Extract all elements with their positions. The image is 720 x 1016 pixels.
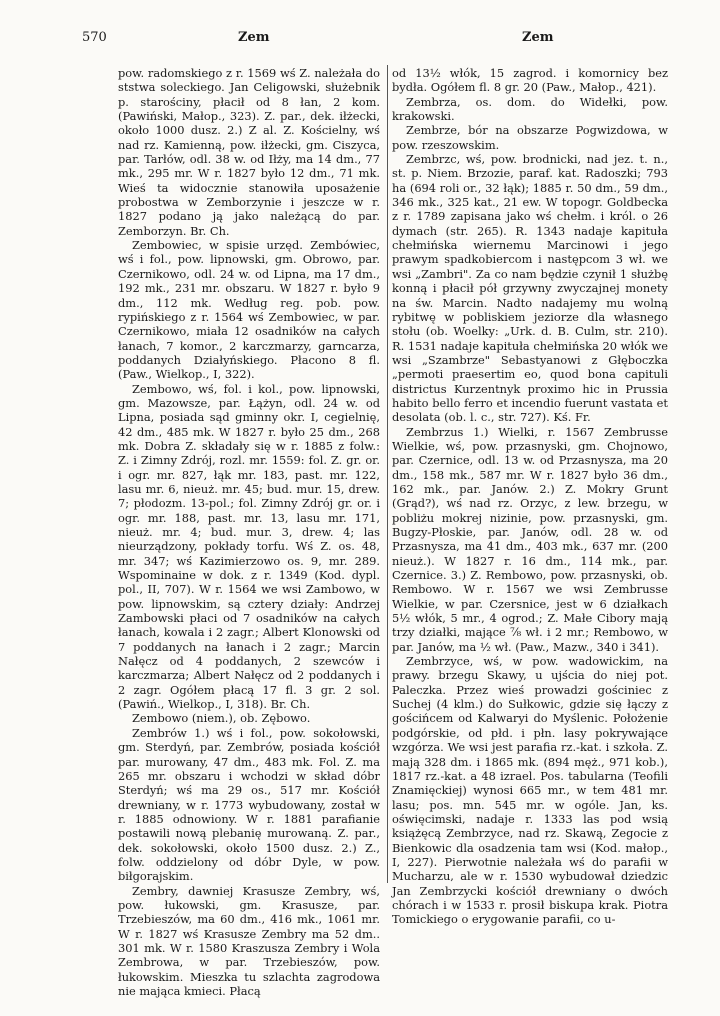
- entry-zembrze-bor: Zembrze, bór na obszarze Pogwizdowa, w pow. rzeszowskim.: [392, 123, 668, 152]
- entry-zembowo-niem: Zembowo (niem.), ob. Zębowo.: [132, 711, 311, 726]
- entry-zembrzyce: Zembrzyce, wś, w pow. wadowickim, na prawy. brzegu Skawy, u ujścia do niej pot. Paleczka. Przez wieś prowadzi gościniec z Suchej (4 klm.) do Sułkowic, gdzie się łączy z gościńcem od Kalwaryi do Myślenic. Położenie podgórskie, od płd. i płn. lasy pokrywające wzgórza. We wsi jest parafia rz.-kat. i szkoła. Z. mają 328 dm. i 1865 mk. (894 męż., 971 kob.), 1817 rz.-kat. a 48 izrael. Pos. tabularna (Teofili Znamięckiej) wynosi 665 mr., w tem 481 mr. lasu; pos. mn. 545 mr. w ogóle. Jan, ks. oświęcimski, nadaje r. 1333 las pod wsią książęcą Zembrzyce, nad rz. Skawą, Zegocie z Bienkowic dla osadzenia tam wsi (Kod. małop., I, 227). Pierwotnie należała wś do parafii w Mucharzu, ale w r. 1530 wybudował dziedzic Jan Zembrzycki kościół drewniany o dwóch chórach i w 1533 r. prosił biskupa krak. Piotra Tomickiego o erygowanie parafii, co u-: [392, 654, 668, 927]
- entry-zembowo: Zembowo, wś, fol. i kol., pow. lipnowski, gm. Mazowsze, par. Łążyn, odl. 24 w. od Lipna, posiada sąd gminny okr. I, cegielnię, 42 dm., 485 mk. W 1827 r. było 25 dm., 268 mk. Dobra Z. składały się w r. 1885 z folw.: Z. i Zimny Zdrój, rozl. mr. 1559: fol. Z. gr. or. i ogr. mr. 827, łąk mr. 183, past. mr. 122, lasu mr. 6, nieuż. mr. 45; bud. mur. 15, drew. 7; płodozm. 13-pol.; fol. Zimny Zdrój gr. or. i ogr. mr. 188, past. mr. 13, lasu mr. 171, nieuż. mr. 4; bud. mur. 3, drew. 4; las nieurządzony, pokłady torfu. Wś Z. os. 48, mr. 347; wś Kazimierzowo os. 9, mr. 289. Wspominaine w dok. z r. 1349 (Kod. dypl. pol., II, 707). W r. 1564 we wsi Zambowo, w pow. lipnowskim, są cztery działy: Andrzej Zambowski płaci od 7 osadników na całych łanach, kowala i 2 zagr.; Albert Klonowski od 7 poddanych na łanach i 2 zagr.; Marcin Nałęcz od 4 poddanych, 2 szewców i karczmarza; Albert Nałęcz od 2 poddanych i 2 zagr. Ogółem płacą 17 fl. 3 gr. 2 sol. (Pawiń., Wielkop., I, 318). Br. Ch.: [118, 381, 380, 712]
- entry-zembowiec: Zembowiec, w spisie urzęd. Zembówiec, wś i fol., pow. lipnowski, gm. Obrowo, par. Czernikowo, odl. 24 w. od Lipna, ma 17 dm., 192 mk., 231 mr. obszaru. W 1827 r. było 9 dm., 112 mk. Według reg. pob. pow. rypińskiego z r. 1564 wś Zembowiec, w par. Czernikowo, miała 12 osadników na całych łanach, 7 komor., 2 karczmarzy, garncarza, poddanych Działyńskiego. Płacono 8 fl. (Paw., Wielkop., I, 322).: [118, 238, 380, 382]
- entry-zembrza: Zembrza, os. dom. do Widełki, pow. krakowski.: [392, 94, 668, 124]
- left-column: [118, 66, 380, 998]
- entry-zembrow: Zembrów 1.) wś i fol., pow. sokołowski, gm. Sterdyń, par. Zembrów, posiada kościół par. murowany, 47 dm., 483 mk. Fol. Z. ma 265 mr. obszaru i wchodzi w skład dóbr Sterdyń; wś ma 29 os., 517 mr. Kościół drewniany, w r. 1773 wybudowany, został w r. 1885 odnowiony. W r. 1881 parafianie postawili nową plebanię murowaną. Z. par., dek. sokołowski, około 1500 dusz. 2.) Z., folw. oddzielony od dóbr Dyle, w pow. biłgorajskim.: [118, 725, 380, 884]
- running-head-right: Zem: [522, 30, 554, 45]
- entry-paragraph: od 13½ włók, 15 zagrod. i komornicy bez bydła. Ogółem fl. 8 gr. 20 (Paw., Małop., 421).: [392, 66, 668, 95]
- entry-zembrze: Zembrzc, wś, pow. brodnicki, nad jez. t. n., st. p. Niem. Brzozie, paraf. kat. Radoszki; 793 ha (694 roli or., 32 łąk); 1885 r. 50 dm., 59 dm., 346 mk., 325 kat., 21 ew. W topogr. Goldbecka z r. 1789 zapisana jako wś chełm. i król. o 26 dymach (str. 265). R. 1343 nadaje kapituła chełmińska wiernemu Marcinowi i jego prawym spadkobiercom i następcom 3 wł. we wsi „Zambri". Za co nam będzie czynił 1 służbę konną i płacił pół grzywny zwyczajnej monety na św. Marcin. Nadto nadajemy mu wolną rybitwę w pobliskiem jeziorze dla własnego stołu (ob. Woelky: „Urk. d. B. Culm, str. 210). R. 1531 nadaje kapituła chełmińska 20 włók we wsi „Szambrze" Sebastyanowi z Głęboczka „permoti praesertim eo, quod bona capituli districtus Kurzentnyk proximo hic in Prussia habito bello ferro et incendio fuerunt vastata et desolata (ob. l. c., str. 727). Kś. Fr.: [392, 152, 668, 425]
- entry-paragraph: pow. radomskiego z r. 1569 wś Z. należała do ststwa soleckiego. Jan Celigowski, służebnik p. starościny, płacił od 8 łan, 2 kom. (Pawiński, Małop., 323). Z. par., dek. iłżecki, około 1000 dusz. 2.) Z al. Z. Kościelny, wś nad rz. Kamienną, pow. iłżecki, gm. Ciszyca, par. Tarłów, odl. 38 w. od Iłży, ma 14 dm., 77 mk., 295 mr. W r. 1827 było 12 dm., 71 mk. Wieś ta widocznie stanowiła uposażenie probostwa w Zemborzynie i jeszcze w r. 1827 podano ją jako należącą do par. Zemborzyn. Br. Ch.: [118, 66, 380, 238]
- right-column: [392, 66, 668, 927]
- page-number: 570: [82, 30, 107, 45]
- running-head-left: Zem: [238, 30, 270, 45]
- entry-zembrzus: Zembrzus 1.) Wielki, r. 1567 Zembrusse Wielkie, wś, pow. przasnyski, gm. Chojnowo, par. Czernice, odl. 13 w. od Przasnysza, ma 20 dm., 158 mk., 587 mr. W r. 1827 było 36 dm., 162 mk., par. Janów. 2.) Z. Mokry Grunt (Grąd?), wś nad rz. Orzyc, z lew. brzegu, w pobliżu mokrej nizinie, pow. przasnyski, gm. Bugzy-Płoskie, par. Janów, odl. 28 w. od Przasnysza, ma 41 dm., 403 mk., 637 mr. (200 nieuż.). W 1827 r. 16 dm., 114 mk., par. Czernice. 3.) Z. Rembowo, pow. przasnyski, ob. Rembowo. W r. 1567 we wsi Zembrusse Wielkie, w par. Czersnice, jest w 6 działkach 5½ włók, 5 mr., 4 ogrod.; Z. Małe Cibory mają trzy działki, mające ⅞ wł. i 2 mr.; Rembowo, w par. Janów, ma ½ wł. (Paw., Mazw., 340 i 341).: [392, 424, 668, 654]
- entry-zembry: Zembry, dawniej Krasusze Zembry, wś, pow. łukowski, gm. Krasusze, par. Trzebieszów, ma 60 dm., 416 mk., 1061 mr. W r. 1827 wś Krasusze Zembry ma 52 dm.. 301 mk. W r. 1580 Kraszusza Zembry i Wola Zembrowa, w par. Trzebieszów, pow. łukowskim. Mieszka tu szlachta zagrodowa nie mająca kmieci. Płacą: [118, 883, 380, 998]
- column-divider: [387, 65, 388, 883]
